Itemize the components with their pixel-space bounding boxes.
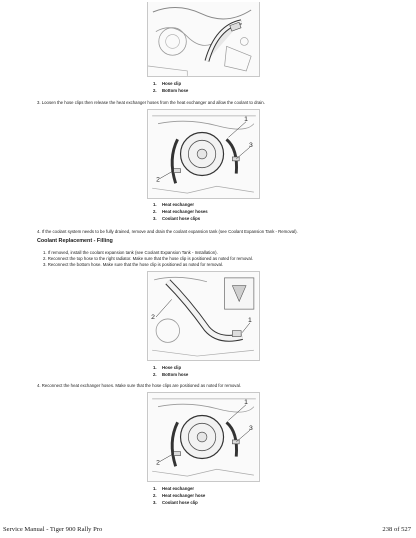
footer-page-number: 238 of 527 [382,526,411,533]
legend-item: 2. Bottom hose [153,88,189,94]
callout-2: 2 [156,176,160,184]
figure-bottom-hose-refit [147,271,260,361]
filling-step-4: 4. Reconnect the heat exchanger hoses. Make sure that the hose clips are positioned as noted for removal. [37,383,241,388]
figure4-legend [153,485,205,507]
callout-1: 1 [244,398,248,406]
figure-hose-clip-bottom-hose [147,2,260,77]
figure-heat-exchanger-refit [147,392,260,482]
heat-exchanger-refit-illustration [148,393,259,481]
legend-item: 1. Heat exchanger [153,202,195,207]
filling-step-3: 3. Reconnect the bottom hose. Make sure that the hose clip is positioned as noted for removal. [43,262,224,267]
figure2-legend [153,201,208,223]
figure-heat-exchanger [147,109,260,199]
callout-3: 3 [248,425,253,433]
legend-item: 2. Heat exchanger hose [153,493,206,499]
figure3-legend [153,364,188,378]
step-3-drain-heat-exchanger: 3. Loosen the hose clips then release the heat exchanger hoses from the heat exchanger and allow the coolant to drain. [37,100,265,105]
callout-2: 2 [156,459,160,467]
legend-item: 2. Heat exchanger hoses [153,209,208,215]
callout-2: 2 [151,313,156,321]
figure1-legend [153,80,188,94]
bottom-hose-illustration [148,272,259,360]
filling-step-2: 2. Reconnect the top hose to the right radiator. Make sure that the hose clip is positioned as noted for removal. [43,256,253,261]
legend-item: 2. Bottom hose [153,372,189,378]
footer-manual-title: Service Manual - Tiger 900 Rally Pro [3,526,103,533]
callout-1: 1 [247,316,252,324]
heat-exchanger-illustration [148,110,259,198]
legend-item: 3. Coolant hose clips [153,216,201,222]
engine-illustration [148,2,259,76]
callout-3: 3 [248,142,253,150]
legend-item: 1. Heat exchanger [153,486,195,491]
callout-1: 1 [244,115,248,123]
section-heading: Coolant Replacement - Filling [37,238,113,244]
legend-item: 1. Hose clip [153,365,182,370]
step-4-drain-expansion-tank: 4. If the coolant system needs to be fully drained, remove and drain the coolant expansion tank (see Coolant Expansion Tank - Removal). [37,229,298,234]
legend-item: 3. Coolant hose clip [153,500,198,506]
legend-item: 1. Hose clip [153,81,182,86]
filling-step-1: 1. If removed, install the coolant expansion tank (see Coolant Expansion Tank - Installation). [43,250,218,255]
